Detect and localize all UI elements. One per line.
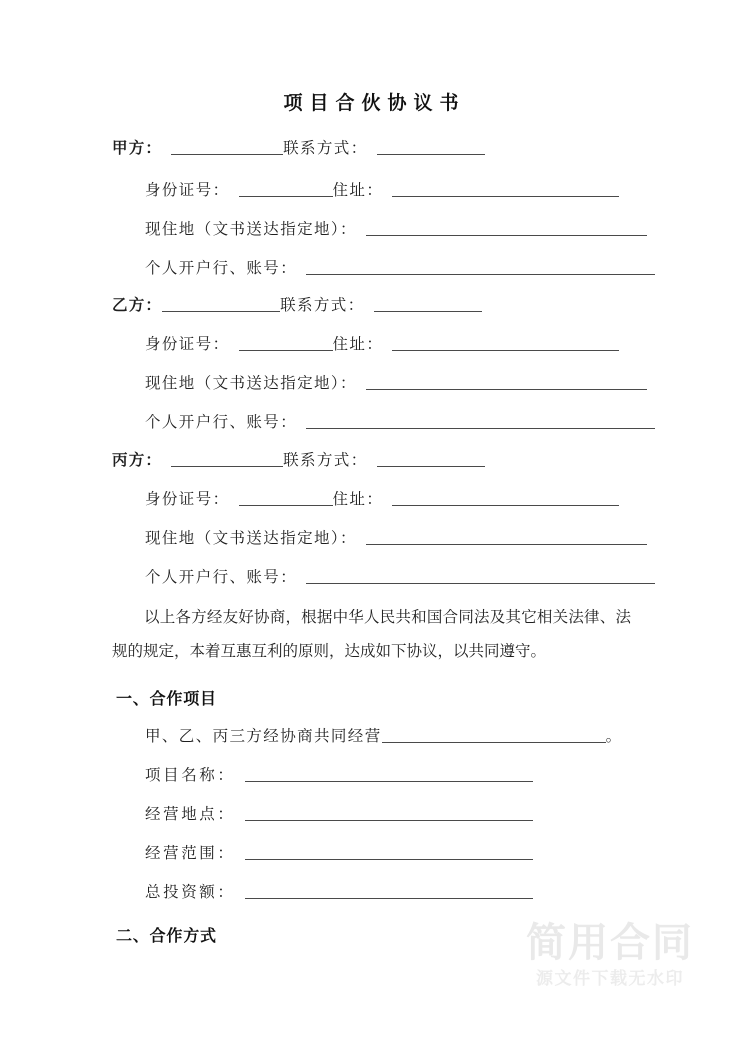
party-a-residence-field[interactable] (366, 221, 647, 236)
party-c-address-field[interactable] (392, 491, 619, 506)
watermark-brand: 简用合同 (526, 920, 694, 966)
project-name-line (145, 765, 533, 786)
party-c-id-field[interactable] (239, 491, 333, 506)
party-b-id-label: 身份证号： (145, 336, 230, 353)
party-b-residence-line (145, 373, 647, 394)
cooperation-project-prefix: 甲、乙、丙三方经协商共同经营 (145, 728, 382, 745)
party-c-contact-label: 联系方式： (283, 452, 368, 469)
party-b-bank-field[interactable] (306, 414, 655, 429)
party-a-name-line (112, 138, 485, 159)
party-c-name-field[interactable] (171, 452, 283, 467)
project-name-label: 项目名称： (145, 767, 236, 784)
business-location-line (145, 804, 533, 825)
business-scope-line (145, 843, 533, 864)
party-a-id-line (145, 180, 619, 201)
party-b-residence-label: 现住地（文书送达指定地）： (145, 375, 357, 392)
party-a-contact-label: 联系方式： (283, 140, 368, 157)
cooperation-project-line (145, 726, 621, 747)
party-c-bank-field[interactable] (306, 569, 655, 584)
party-a-residence-line (145, 219, 647, 240)
watermark (505, 921, 715, 991)
party-a-residence-label: 现住地（文书送达指定地）： (145, 221, 357, 238)
party-c-residence-line (145, 528, 647, 549)
business-location-label: 经营地点： (145, 806, 236, 823)
project-name-field[interactable] (245, 767, 533, 782)
party-c-name-line (112, 450, 485, 471)
section-heading-2: 二、合作方式 (116, 928, 217, 945)
party-c-bank-label: 个人开户行、账号： (145, 569, 298, 586)
preamble-paragraph: 以上各方经友好协商，根据中华人民共和国合同法及其它相关法律、法规的规定，本着互惠互利的原则，达成如下协议，以共同遵守。 (112, 609, 631, 660)
party-b-contact-label: 联系方式： (280, 297, 365, 314)
total-investment-field[interactable] (245, 884, 533, 899)
section-heading-1: 一、合作项目 (116, 691, 217, 708)
party-c-bank-line (145, 567, 655, 588)
party-b-bank-label: 个人开户行、账号： (145, 414, 298, 431)
party-b-address-label: 住址： (332, 336, 384, 353)
party-a-contact-field[interactable] (377, 140, 485, 155)
party-b-name-field[interactable] (162, 297, 280, 312)
business-scope-label: 经营范围： (145, 845, 236, 862)
party-b-id-line (145, 334, 619, 355)
cooperation-project-field[interactable] (382, 728, 606, 743)
party-b-contact-field[interactable] (374, 297, 482, 312)
business-scope-field[interactable] (245, 845, 533, 860)
watermark-subtitle: 源文件下载无水印 (536, 969, 684, 989)
party-c-name-label: 丙方： (112, 452, 163, 469)
party-c-residence-field[interactable] (366, 530, 647, 545)
cooperation-project-suffix: 。 (605, 728, 622, 745)
party-c-id-label: 身份证号： (145, 491, 230, 508)
party-b-name-line (112, 295, 482, 316)
party-c-id-line (145, 489, 619, 510)
total-investment-label: 总投资额： (145, 884, 236, 901)
party-b-address-field[interactable] (392, 336, 619, 351)
party-a-name-label: 甲方： (112, 140, 163, 157)
party-c-contact-field[interactable] (377, 452, 485, 467)
party-a-bank-label: 个人开户行、账号： (145, 260, 298, 277)
party-a-bank-field[interactable] (306, 260, 655, 275)
party-a-address-label: 住址： (332, 182, 384, 199)
party-b-bank-line (145, 412, 655, 433)
party-c-residence-label: 现住地（文书送达指定地）： (145, 530, 357, 547)
party-a-bank-line (145, 258, 655, 279)
party-a-name-field[interactable] (171, 140, 283, 155)
page-title: 项目合伙协议书 (283, 93, 466, 114)
business-location-field[interactable] (245, 806, 533, 821)
party-a-id-field[interactable] (239, 182, 333, 197)
party-a-address-field[interactable] (392, 182, 619, 197)
party-b-name-label: 乙方： (112, 297, 163, 314)
party-b-id-field[interactable] (239, 336, 333, 351)
party-c-address-label: 住址： (332, 491, 384, 508)
party-b-residence-field[interactable] (366, 375, 647, 390)
total-investment-line (145, 882, 533, 903)
party-a-id-label: 身份证号： (145, 182, 230, 199)
